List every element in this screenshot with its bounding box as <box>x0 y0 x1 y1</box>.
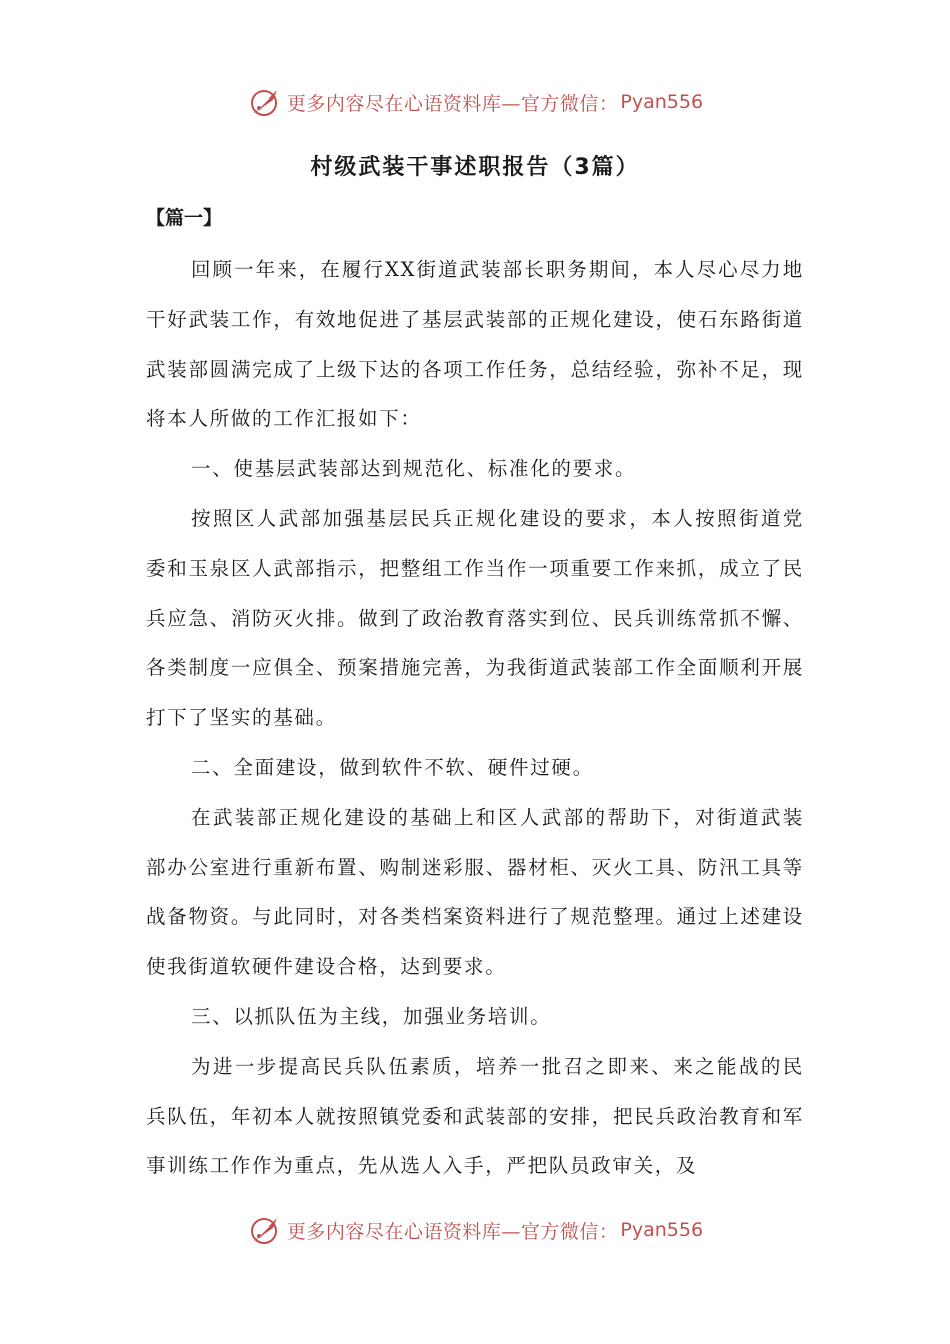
paragraph: 为进一步提高民兵队伍素质，培养一批召之即来、来之能战的民兵队伍，年初本人就按照镇党委和武装部的安排，把民兵政治教育和军事训练工作作为重点，先从选人入手，严把队员政审关，及 <box>146 1054 804 1178</box>
paragraph: 按照区人武部加强基层民兵正规化建设的要求，本人按照街道党委和玉泉区人武部指示，把整组工作当作一项重要工作来抓，成立了民兵应急、消防灭火排。做到了政治教育落实到位、民兵训练常抓不懈、各类制度一应俱全、预案措施完善，为我街道武装部工作全面顺利开展打下了坚实的基础。 <box>146 506 804 730</box>
document-title: 村级武装干事述职报告（3篇） <box>310 155 640 180</box>
paragraph: 在武装部正规化建设的基础上和区人武部的帮助下，对街道武装部办公室进行重新布置、购制迷彩服、器材柜、灭火工具、防汛工具等战备物资。与此同时，对各类档案资料进行了规范整理。通过上述建设使我街道软硬件建设合格，达到要求。 <box>146 805 804 979</box>
section-label: 【篇一】 <box>146 207 223 229</box>
footer-banner <box>0 1208 950 1252</box>
banner-text: 更多内容尽在心语资料库—官方微信： <box>286 1220 619 1243</box>
banner-text: 更多内容尽在心语资料库—官方微信： <box>286 92 619 115</box>
quill-pen-logo-icon <box>247 1212 283 1248</box>
wechat-handle: Pyan556 <box>620 91 704 113</box>
wechat-handle: Pyan556 <box>620 1219 704 1241</box>
section-heading: 一、使基层武装部达到规范化、标准化的要求。 <box>191 457 637 481</box>
paragraph: 回顾一年来，在履行XX街道武装部长职务期间，本人尽心尽力地干好武装工作，有效地促进了基层武装部的正规化建设，使石东路街道武装部圆满完成了上级下达的各项工作任务，总结经验，弥补不足，现将本人所做的工作汇报如下： <box>146 258 804 431</box>
section-heading: 三、以抓队伍为主线，加强业务培训。 <box>191 1004 552 1028</box>
document-body <box>146 245 804 1191</box>
section-heading: 二、全面建设，做到软件不软、硬件过硬。 <box>191 755 594 779</box>
header-banner <box>0 80 950 124</box>
quill-pen-logo-icon <box>247 84 283 120</box>
